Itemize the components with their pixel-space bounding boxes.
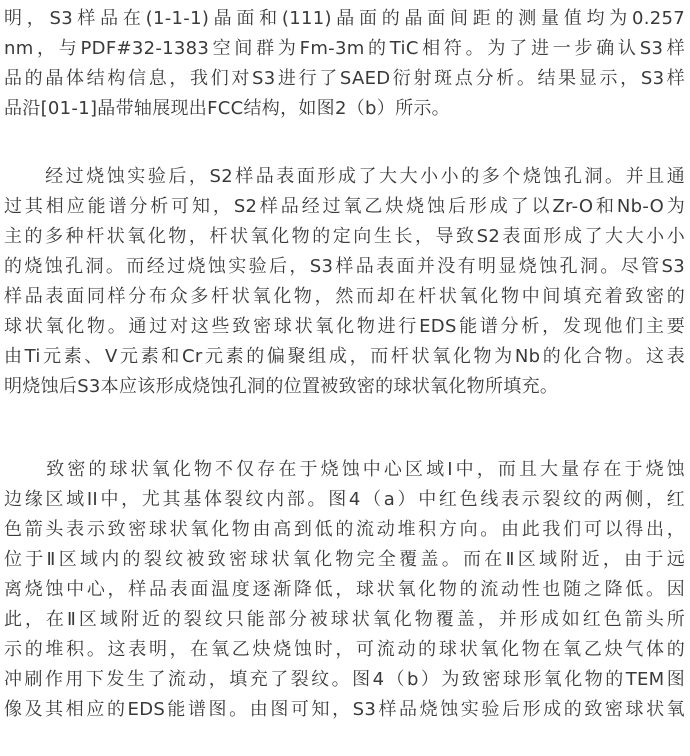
text-line <box>4 4 685 34</box>
text-line <box>4 545 685 575</box>
text-line-content: 样品表面同样分布众多杆状氧化物，然而却在杆状氧化物中间填充着致密的 <box>4 286 685 307</box>
text-line-content: 像及其相应的EDS能谱图。由图可知，S3样品烧蚀实验后形成的致密球状氧 <box>4 699 685 720</box>
text-line-content: 位于Ⅱ区域内的裂纹被致密球状氧化物完全覆盖。而在Ⅱ区域附近，由于远 <box>4 549 685 570</box>
text-line <box>4 312 685 342</box>
text-line-content: 此，在Ⅱ区域附近的裂纹只能部分被球状氧化物覆盖，并形成如红色箭头所 <box>4 609 685 630</box>
text-line-content: 由Ti元素、V元素和Cr元素的偏聚组成，而杆状氧化物为Nb的化合物。这表 <box>4 346 685 367</box>
text-line <box>4 605 685 635</box>
text-line-content: 致密的球状氧化物不仅存在于烧蚀中心区域Ⅰ中，而且大量存在于烧蚀 <box>4 459 685 480</box>
text-line <box>4 222 685 252</box>
text-line-content: 离烧蚀中心，样品表面温度逐渐降低，球状氧化物的流动性也随之降低。因 <box>4 579 685 600</box>
text-line <box>4 515 685 545</box>
text-line <box>4 252 685 282</box>
text-line <box>4 192 685 222</box>
text-line-content: 明，S3样品在(1-1-1)晶面和(111)晶面的晶面间距的测量值均为0.257 <box>4 8 685 29</box>
text-line-content: 的烧蚀孔洞。而经过烧蚀实验后，S3样品表面并没有明显烧蚀孔洞。尽管S3 <box>4 256 685 277</box>
text-line-content: 品的晶体结构信息，我们对S3进行了SAED衍射斑点分析。结果显示，S3样 <box>4 68 685 89</box>
text-line <box>4 64 685 94</box>
text-line-content: 品沿[01-1]晶带轴展现出FCC结构，如图2（b）所示。 <box>4 98 450 119</box>
text-line-content: 经过烧蚀实验后，S2样品表面形成了大大小小的多个烧蚀孔洞。并且通 <box>4 166 685 187</box>
text-line-content: 明烧蚀后S3本应该形成烧蚀孔洞的位置被致密的球状氧化物所填充。 <box>4 376 559 397</box>
text-line-content: 过其相应能谱分析可知，S2样品经过氧乙炔烧蚀后形成了以Zr-O和Nb-O为 <box>4 196 685 217</box>
text-line <box>4 342 685 372</box>
text-line <box>4 635 685 665</box>
paragraph-2 <box>4 162 685 402</box>
text-line-content: 冲刷作用下发生了流动，填充了裂纹。图4（b）为致密球形氧化物的TEM图 <box>4 669 685 690</box>
text-line <box>4 94 685 124</box>
text-line-content: 主的多种杆状氧化物，杆状氧化物的定向生长，导致S2表面形成了大大小小 <box>4 226 685 247</box>
text-line <box>4 485 685 515</box>
text-line <box>4 575 685 605</box>
paragraph-3 <box>4 455 685 725</box>
text-line-content: 球状氧化物。通过对这些致密球状氧化物进行EDS能谱分析，发现他们主要 <box>4 316 685 337</box>
text-line-content: nm，与PDF#32-1383空间群为Fm-3m的TiC相符。为了进一步确认S3样 <box>4 38 685 59</box>
text-line <box>4 455 685 485</box>
text-line <box>4 162 685 192</box>
text-line <box>4 695 685 725</box>
text-line <box>4 34 685 64</box>
text-line <box>4 372 685 402</box>
text-line <box>4 665 685 695</box>
paragraph-1 <box>4 4 685 124</box>
text-line-content: 色箭头表示致密球状氧化物由高到低的流动堆积方向。由此我们可以得出， <box>4 519 685 540</box>
text-line <box>4 282 685 312</box>
text-line-content: 边缘区域II中，尤其基体裂纹内部。图4（a）中红色线表示裂纹的两侧，红 <box>4 489 685 510</box>
text-line-content: 示的堆积。这表明，在氧乙炔烧蚀时，可流动的球状氧化物在氧乙炔气体的 <box>4 639 685 660</box>
